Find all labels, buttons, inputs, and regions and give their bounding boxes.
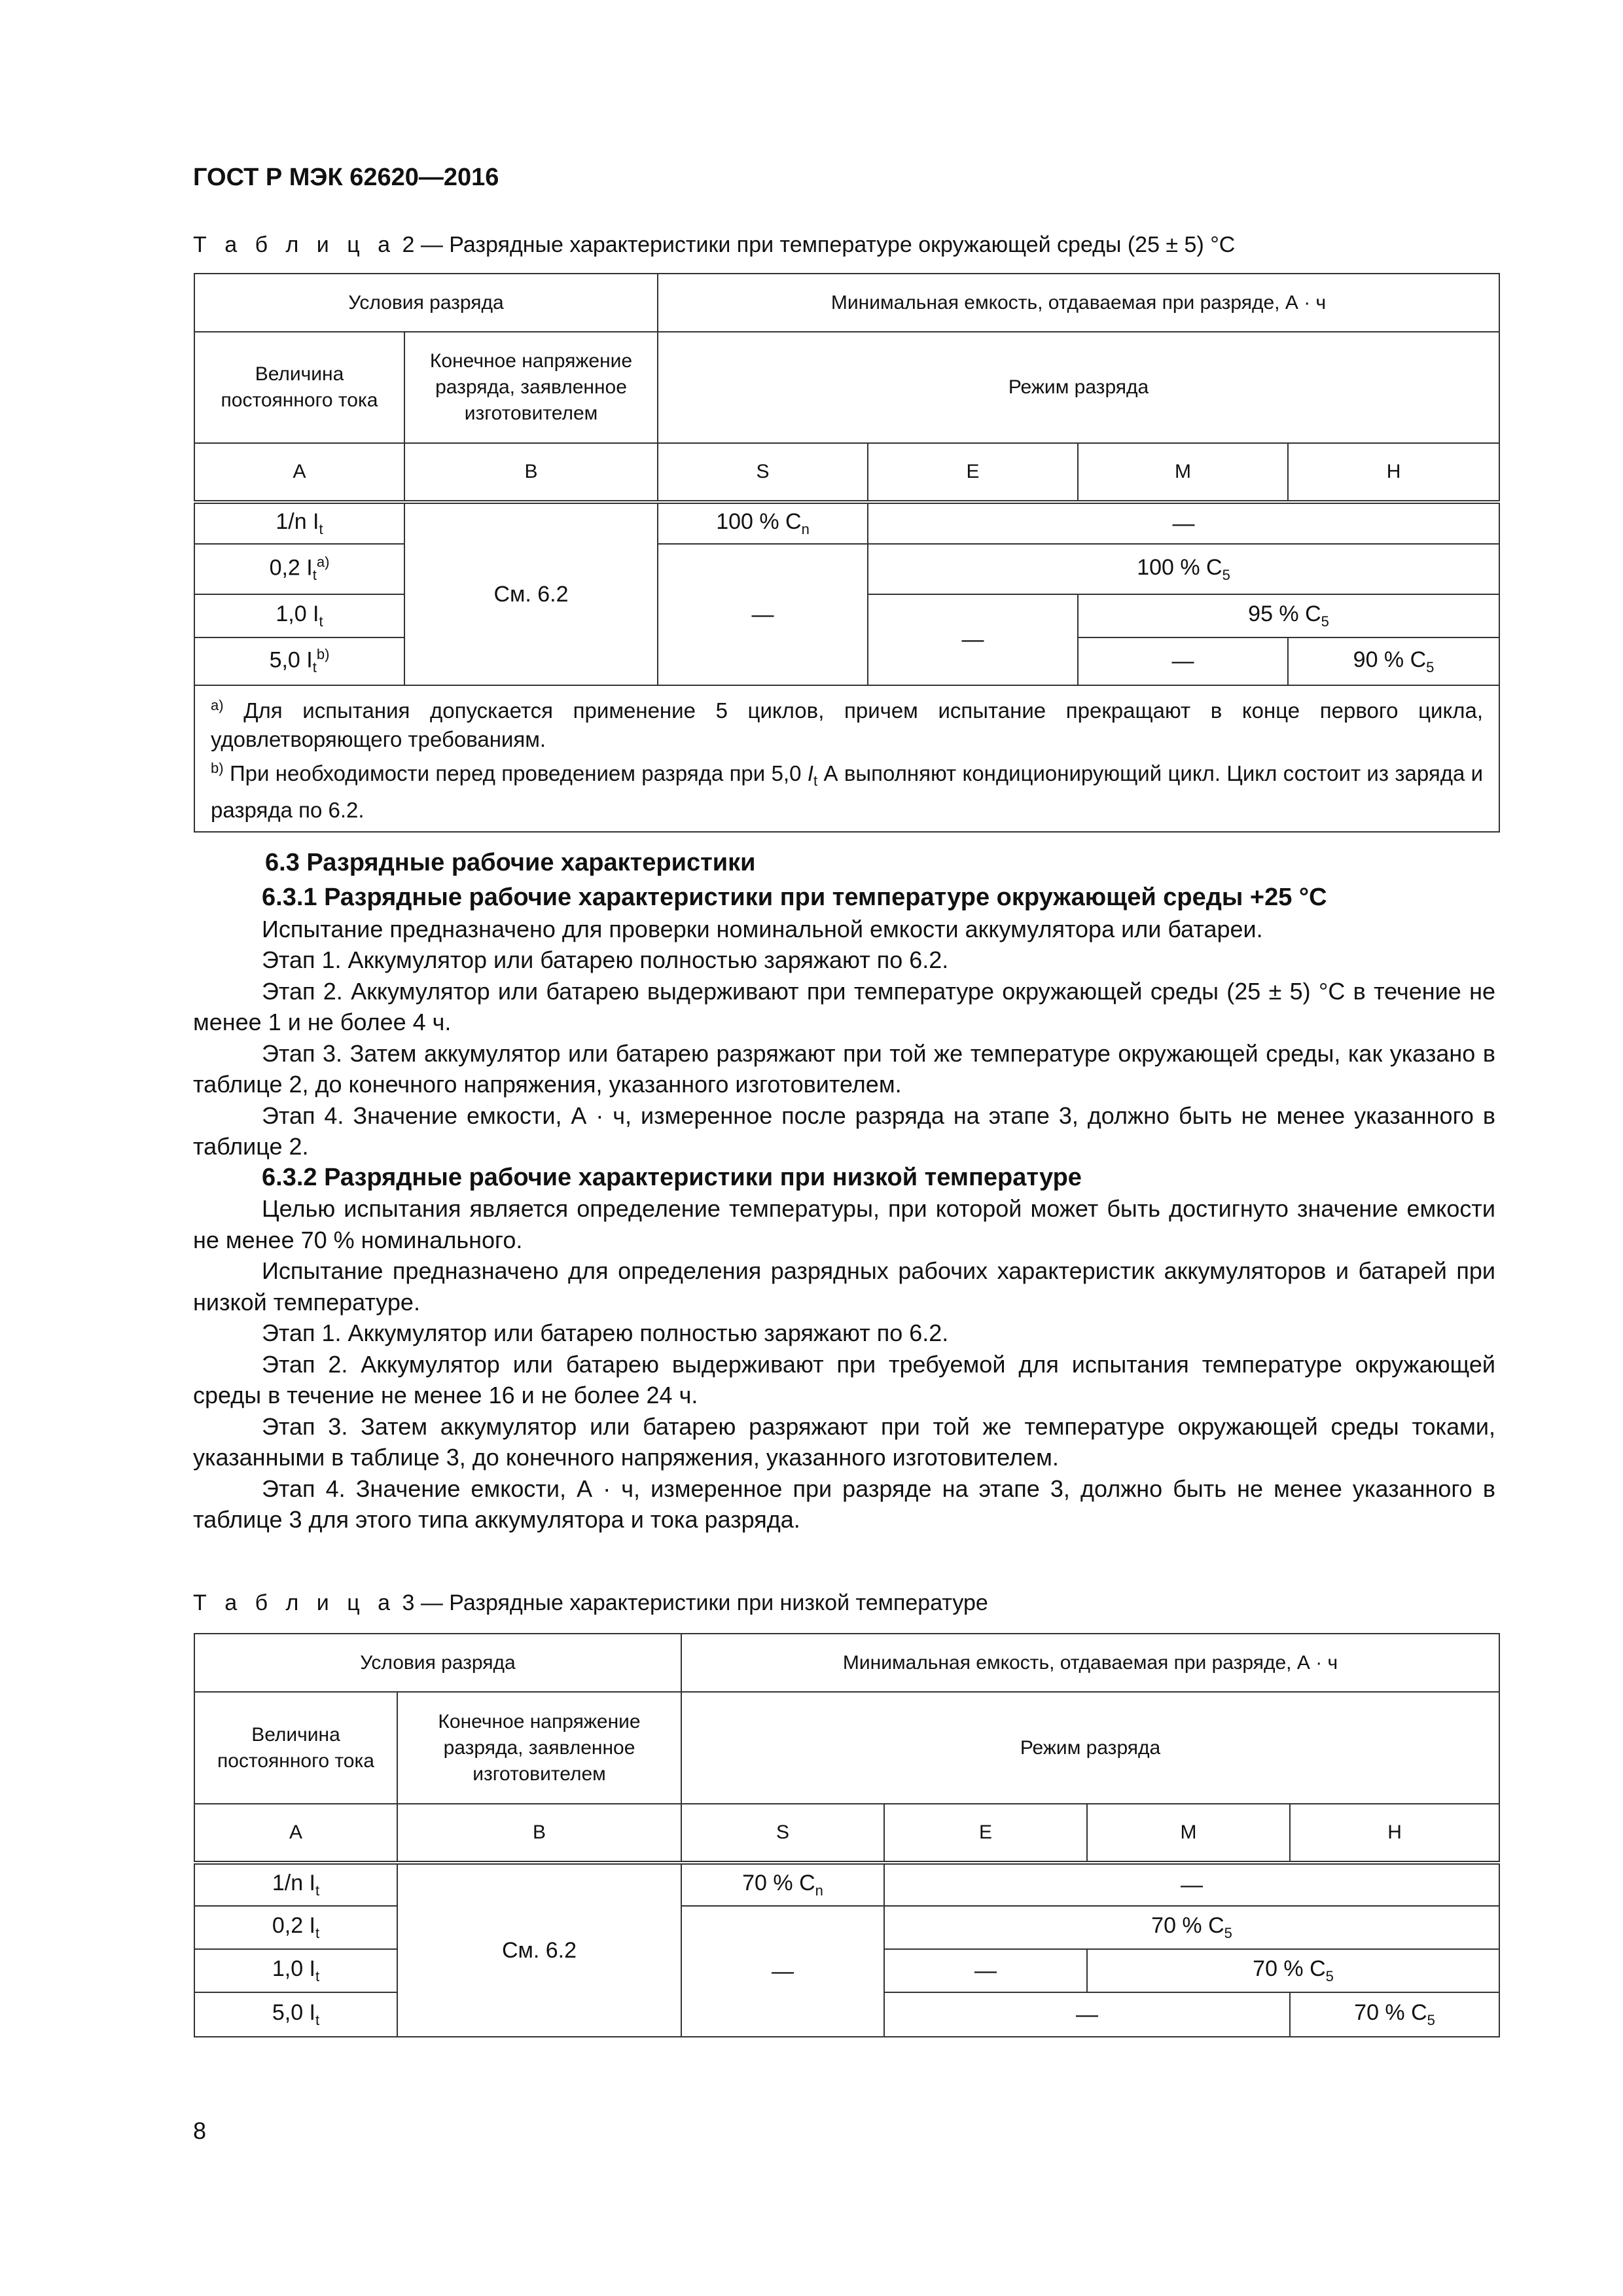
table3-r1-s: 70 % $C_n$ [681, 1863, 884, 1906]
table2-r1-emh: — [868, 502, 1499, 544]
table3-col-e: E [884, 1804, 1087, 1863]
page-number: 8 [193, 2117, 207, 2144]
table2-r2-current: 0,2 $I_t^{a)}$ [194, 544, 404, 594]
table3-r2-current: 0,2 $I_t$ [194, 1906, 397, 1949]
paragraph: Этап 4. Значение емкости, А · ч, измеренное после разряда на этапе 3, должно быть не менее указанного в таблице 2. [193, 1102, 1495, 1160]
paragraph: Целью испытания является определение температуры, при которой может быть достигнуто значение емкости не менее 70 % номинального. [193, 1195, 1495, 1253]
table2-col-a: A [194, 443, 404, 502]
table2-header-conditions: Условия разряда [194, 274, 658, 332]
table2-header-current: Величина постоянного тока [194, 332, 404, 443]
table2-col-m: M [1078, 443, 1288, 502]
table3-col-h: H [1290, 1804, 1499, 1863]
table2-col-b: B [404, 443, 658, 502]
table3-r3-e: — [884, 1949, 1087, 1992]
paragraph: Этап 2. Аккумулятор или батарею выдерживают при требуемой для испытания температуре окружающей среды в течение не менее 16 и не более 24 ч. [193, 1350, 1495, 1408]
table2-e-dash: — [868, 594, 1078, 685]
paragraph: Испытание предназначено для проверки номинальной емкости аккумулятора или батареи. [262, 915, 1263, 942]
table3-r1-emh: — [884, 1863, 1499, 1906]
table2-r2-emh: 100 % $C_5$ [868, 544, 1499, 594]
table2-r4-h: 90 % $C_5$ [1288, 637, 1499, 685]
table2-r4-m: — [1078, 637, 1288, 685]
table3-end-voltage-value: См. 6.2 [397, 1863, 681, 2037]
table3-r4-current: 5,0 $I_t$ [194, 1992, 397, 2037]
table2-r1-s: 100 % $C_n$ [658, 502, 868, 544]
heading-6-3-1: 6.3.1 Разрядные рабочие характеристики при температуре окружающей среды +25 °С [262, 884, 1327, 911]
table2-s-dash: — [658, 544, 868, 685]
table3-header-current: Величина постоянного тока [194, 1692, 397, 1804]
table2-r1-current: 1/n $I_t$ [194, 502, 404, 544]
paragraph: Этап 3. Затем аккумулятор или батарею разряжают при той же температуре окружающей среды токами, указанными в таблице 3, до конечного напряжения, указанного изготовителем. [193, 1412, 1495, 1471]
table2-col-e: E [868, 443, 1078, 502]
table2-end-voltage-value: См. 6.2 [404, 502, 658, 685]
table2-caption-label: Т а б л и ц а [193, 232, 397, 257]
table2-col-s: S [658, 443, 868, 502]
paragraph: Этап 3. Затем аккумулятор или батарею разряжают при той же температуре окружающей среды, как указано в таблице 2, до конечного напряжения, указанного изготовителем. [193, 1039, 1495, 1098]
table3-col-a: A [194, 1804, 397, 1863]
table2-caption [193, 232, 1235, 258]
paragraph: Этап 4. Значение емкости, А · ч, измеренное при разряде на этапе 3, должно быть не менее указанного в таблице 3 для этого типа аккумулятора и тока разряда. [193, 1475, 1495, 1533]
table2-caption-text: 2 — Разрядные характеристики при температуре окружающей среды (25 ± 5) °С [402, 232, 1236, 257]
table2 [194, 273, 1500, 833]
table2-header-mode: Режим разряда [658, 332, 1499, 443]
table3-r3-current: 1,0 $I_t$ [194, 1949, 397, 1992]
table3-col-m: M [1087, 1804, 1290, 1863]
table3-caption-text: 3 — Разрядные характеристики при низкой температуре [402, 1590, 988, 1615]
table3-header-mode: Режим разряда [681, 1692, 1499, 1804]
table3-header-end-voltage: Конечное напряжение разряда, заявленное изготовителем [397, 1692, 681, 1804]
paragraph: Этап 1. Аккумулятор или батарею полностью заряжают по 6.2. [262, 1319, 949, 1346]
table2-header-capacity: Минимальная емкость, отдаваемая при разряде, А · ч [658, 274, 1499, 332]
table3-header-conditions: Условия разряда [194, 1634, 681, 1692]
table3-s-dash: — [681, 1906, 884, 2037]
paragraph: Этап 1. Аккумулятор или батарею полностью заряжают по 6.2. [262, 946, 949, 973]
table3-caption [193, 1590, 988, 1616]
paragraph: Этап 2. Аккумулятор или батарею выдерживают при температуре окружающей среды (25 ± 5) °С в течение не менее 1 и не более 4 ч. [193, 977, 1495, 1035]
table3-col-s: S [681, 1804, 884, 1863]
table3-col-b: B [397, 1804, 681, 1863]
table3-r3-mh: 70 % $C_5$ [1087, 1949, 1499, 1992]
table2-r3-current: 1,0 $I_t$ [194, 594, 404, 637]
table2-footnote-b: $^{b)}$ При необходимости перед проведением разряда при 5,0 $I_t$ А выполняют кондиционирующий цикл. Цикл состоит из заряда и разряда по 6.2. [211, 760, 1484, 822]
table3-r1-current: 1/n $I_t$ [194, 1863, 397, 1906]
table3-header-capacity: Минимальная емкость, отдаваемая при разряде, А · ч [681, 1634, 1499, 1692]
table2-r3-mh: 95 % $C_5$ [1078, 594, 1499, 637]
document-id: ГОСТ Р МЭК 62620—2016 [193, 164, 499, 191]
table2-footnotes [194, 685, 1499, 832]
table3 [194, 1633, 1500, 2037]
table3-r4-em: — [884, 1992, 1290, 2037]
table3-r2-emh: 70 % $C_5$ [884, 1906, 1499, 1949]
section-6-3 [193, 843, 1495, 1535]
table2-r4-current: 5,0 $I_t^{b)}$ [194, 637, 404, 685]
paragraph: Испытание предназначено для определения разрядных рабочих характеристик аккумуляторов и батарей при низкой температуре. [193, 1257, 1495, 1316]
table3-caption-label: Т а б л и ц а [193, 1590, 397, 1615]
table3-r4-h: 70 % $C_5$ [1290, 1992, 1499, 2037]
heading-6-3-2: 6.3.2 Разрядные рабочие характеристики при низкой температуре [262, 1163, 1082, 1191]
table2-header-end-voltage: Конечное напряжение разряда, заявленное изготовителем [404, 332, 658, 443]
table2-col-h: H [1288, 443, 1499, 502]
heading-6-3: 6.3 Разрядные рабочие характеристики [265, 849, 756, 876]
table2-footnote-a: $^{a)}$ Для испытания допускается применение 5 циклов, причем испытание прекращают в конце первого цикла, удовлетворяющего требованиям. [211, 697, 1484, 751]
